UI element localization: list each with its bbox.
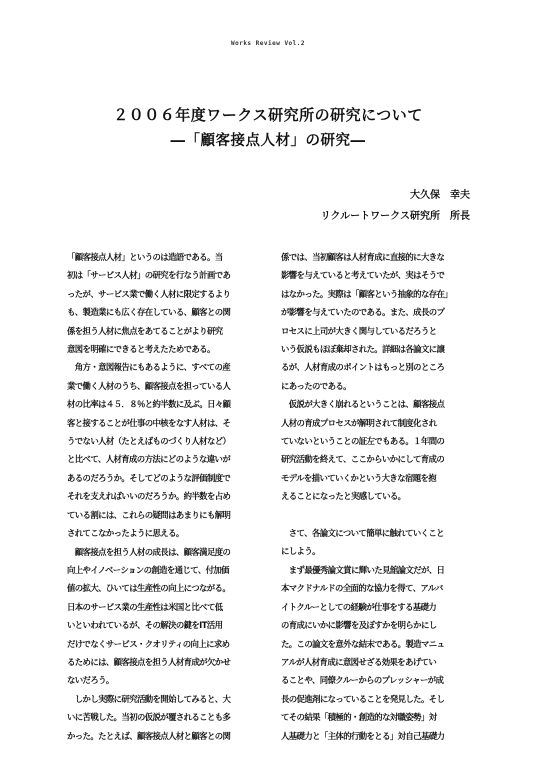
body-text-line: 材の比率は４５．８％と約半数に及ぶ。日々顧 [67, 399, 231, 410]
body-text-line: 影響を与えていると考えていたが、実はそうで [281, 270, 445, 281]
body-text-line: にあったのである。 [281, 380, 351, 391]
article-subtitle: ―「顧客接点人材」の研究― [170, 133, 366, 149]
body-text-line: 長の促進剤になっていることを発見した。そし [281, 693, 445, 704]
body-text-line: 意図を明確にできると考えたためである。 [67, 344, 215, 355]
body-text-line: 係では、当初顧客は人材育成に直接的に大きな [281, 252, 445, 262]
author-name: 大久保 幸夫 [410, 190, 470, 201]
running-head: Works Review Vol.2 [230, 40, 306, 47]
body-text-line: 顧客接点を担う人材の成長は、顧客満足度の [67, 546, 231, 557]
body-text-line: いに苦戦した。当初の仮説が覆されることも多 [67, 712, 231, 723]
body-text-line: アルが人材育成に意図せざる効果をあげてい [281, 656, 437, 667]
body-text-line: いう仮説もほぼ棄却された。詳細は各論文に譲 [281, 344, 445, 355]
body-text-line: されてこなかったように思える。 [67, 528, 184, 539]
body-text-line: が影響を与えていたのである。また、成長のプ [281, 307, 445, 318]
body-text-line: 本マクドナルドの全面的な協力を得て、アルバ [281, 583, 443, 594]
body-text-line: も、製造業にも広く存在している、顧客との関 [67, 307, 231, 318]
body-text-line: ている割には、これらの疑問はあまりにも解明 [67, 509, 231, 520]
body-text-line: あるのだろうか。そしてどのような評価制度で [67, 472, 231, 483]
body-text-line: いといわれているが、その解決の鍵をIT活用 [67, 620, 223, 631]
body-text-line: かった。たとえば、顧客接点人材と顧客との関 [67, 730, 231, 741]
body-text-line: モデルを描いていくかという大きな宿題を抱 [281, 472, 437, 483]
body-column-right [281, 248, 480, 745]
body-text-line: 値の拡大、ひいては生産性の向上につながる。 [67, 583, 231, 594]
body-text-line: だけでなくサービス・クオリティの向上に求め [67, 638, 230, 649]
body-text-line: それを支えればいいのだろうか。約半数を占め [67, 491, 231, 502]
body-text-line: ることや、同僚クルーからのプレッシャーが成 [281, 675, 444, 686]
body-text-line: の育成にいかに影響を及ぼすかを明らかにし [281, 620, 437, 631]
body-text-line: るが、人材育成のポイントはもっと別のところ [281, 362, 445, 373]
body-text-line: 係を担う人材に焦点をあてることがより研究 [67, 325, 223, 336]
body-text-line: えることになったと実感している。 [281, 491, 406, 502]
body-text-line: 日本のサービス業の生産性は米国と比べて低 [67, 601, 223, 612]
body-text-line: ていないということの証左でもある。１年間の [281, 436, 445, 447]
body-text-line: さて、各論文について簡単に触れていくこと [281, 528, 444, 539]
body-text-line: 研究活動を終えて、ここからいかにして育成の [281, 454, 445, 465]
body-text-line: 向上やイノベーションの創造を通じて、付加価 [67, 564, 229, 575]
body-text-line: まず最優秀論文賞に輝いた見舘論文だが、日 [281, 564, 445, 575]
body-text-line: にしよう。 [281, 546, 320, 557]
body-text-line: 人基礎力と「主体的行動をとる」対自己基礎力 [281, 730, 445, 741]
body-text-line: 初は「サービス人材」の研究を行なう計画であ [67, 270, 231, 281]
body-text-line: 「顧客接点人材」というのは造語である。当 [67, 252, 223, 262]
body-text-line: ないだろう。 [67, 675, 114, 686]
body-text-line: はなかった。実際は「顧客という抽象的な存在」 [281, 288, 453, 299]
body-text-line: 業で働く人材のうち、顧客接点を担っている人 [67, 380, 231, 391]
body-text-line: ロセスに上司が大きく関与しているだろうと [281, 325, 437, 336]
body-text-line: と比べて、人材育成の方法にどのような違いが [67, 454, 231, 465]
body-text-line: うでない人材（たとえばものづくり人材など） [67, 436, 231, 447]
body-text-line: ったが、サービス業で働く人材に限定するより [67, 288, 231, 299]
body-text-line: た。この論文を意外な結末である。製造マニュ [281, 638, 445, 649]
body-text-line [281, 506, 480, 524]
body-text-line: 人材の育成プロセスが解明されて制度化され [281, 417, 437, 428]
article-title: ２００６年度ワークス研究所の研究について [113, 106, 423, 124]
author-affiliation: リクルートワークス研究所 所長 [320, 211, 470, 222]
body-text-line: 仮説が大きく崩れるということは、顧客接点 [281, 399, 445, 410]
body-text-line: しかし実際に研究活動を開始してみると、大 [67, 693, 231, 704]
body-column-left [67, 248, 266, 745]
body-text-line: 角方・意図報告にもあるように、すべての産 [67, 362, 231, 373]
body-text-line: イトクルーとしての経験が仕事をする基礎力 [281, 601, 437, 612]
body-text-line: 客と接することが仕事の中核をなす人材は、そ [67, 417, 231, 428]
body-text-line: るためには、顧客接点を担う人材育成が欠かせ [67, 656, 231, 667]
body-text-line: てその結果「積極的・創造的な対職姿勢」対 [281, 712, 437, 723]
